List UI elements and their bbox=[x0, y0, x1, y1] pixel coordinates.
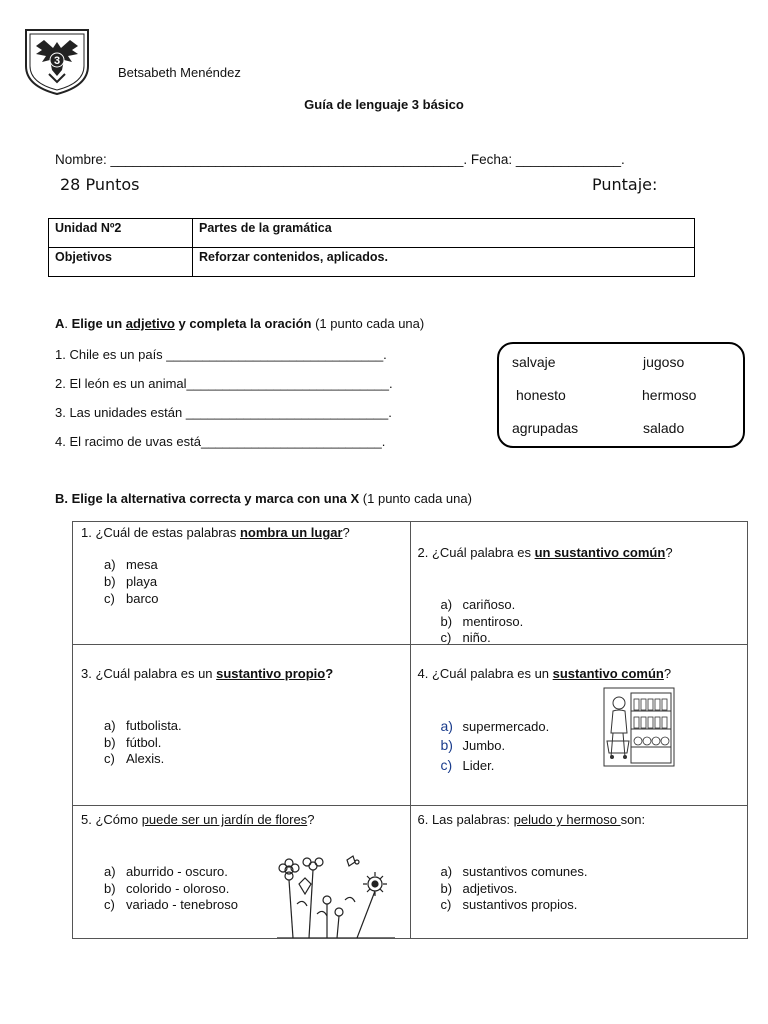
word-item: hermoso bbox=[642, 387, 697, 403]
objectives-label: Objetivos bbox=[49, 248, 193, 277]
question-4 bbox=[410, 645, 748, 806]
sentence-1[interactable]: 1. Chile es un país ______________________________. bbox=[55, 347, 387, 362]
question-6 bbox=[410, 806, 748, 939]
option-a[interactable]: a) sustantivos comunes. bbox=[440, 864, 588, 879]
question-text: 4. ¿Cuál palabra es un sustantivo común? bbox=[417, 666, 672, 681]
separator: . bbox=[64, 316, 72, 331]
question-2 bbox=[410, 522, 748, 645]
heading-rest: y completa la oración bbox=[174, 316, 312, 331]
heading-lead: Elige un bbox=[71, 316, 126, 331]
svg-text:3: 3 bbox=[53, 55, 61, 67]
question-text: 2. ¿Cuál palabra es un sustantivo común? bbox=[417, 545, 673, 560]
page-title: Guía de lenguaje 3 básico bbox=[304, 97, 464, 112]
heading-text: B. Elige la alternativa correcta y marca con una X bbox=[55, 491, 360, 506]
option-c[interactable]: c) variado - tenebroso bbox=[104, 897, 239, 912]
option-c[interactable]: c) sustantivos propios. bbox=[440, 897, 578, 912]
option-c[interactable]: c) Alexis. bbox=[104, 751, 165, 766]
question-5 bbox=[73, 806, 411, 939]
table-row bbox=[49, 219, 695, 248]
question-text: 3. ¿Cuál palabra es un sustantivo propio? bbox=[81, 666, 334, 681]
question-3 bbox=[73, 645, 411, 806]
option-b[interactable]: b) adjetivos. bbox=[440, 881, 518, 896]
word-item: salado bbox=[643, 420, 685, 436]
section-b-heading bbox=[55, 491, 472, 506]
word-item: honesto bbox=[516, 387, 566, 403]
option-b[interactable]: b) colorido - oloroso. bbox=[104, 881, 230, 896]
section-a-heading bbox=[55, 316, 424, 331]
unit-label: Unidad Nº2 bbox=[49, 219, 193, 248]
question-1 bbox=[73, 522, 411, 645]
author-name: Betsabeth Menéndez bbox=[118, 65, 241, 80]
heading-points: (1 punto cada una) bbox=[311, 316, 425, 331]
name-date-line: Nombre: _______________________________________________. Fecha: ______________. bbox=[55, 152, 625, 167]
questions-table bbox=[72, 521, 748, 939]
word-item: jugoso bbox=[643, 354, 685, 370]
option-b[interactable]: b) Jumbo. bbox=[440, 737, 506, 753]
flower-garden-illustration bbox=[277, 854, 395, 938]
sentence-2[interactable]: 2. El león es un animal____________________________. bbox=[55, 376, 393, 391]
table-row bbox=[73, 806, 748, 939]
unit-value: Partes de la gramática bbox=[193, 219, 695, 248]
supermarket-shelf-illustration bbox=[603, 687, 675, 767]
option-c[interactable]: c) barco bbox=[104, 591, 159, 606]
objectives-value: Reforzar contenidos, aplicados. bbox=[193, 248, 695, 277]
table-row bbox=[73, 522, 748, 645]
sentence-4[interactable]: 4. El racimo de uvas está_________________________. bbox=[55, 434, 386, 449]
word-item: salvaje bbox=[512, 354, 556, 370]
word-bank-box bbox=[497, 342, 745, 448]
option-a[interactable]: a) supermercado. bbox=[440, 718, 550, 734]
option-b[interactable]: b) mentiroso. bbox=[440, 614, 524, 629]
option-c[interactable]: c) niño. bbox=[440, 630, 491, 645]
school-crest-logo bbox=[22, 26, 92, 96]
question-text: 6. Las palabras: peludo y hermoso son: bbox=[417, 812, 646, 827]
question-text: 5. ¿Cómo puede ser un jardín de flores? bbox=[81, 812, 315, 827]
option-a[interactable]: a) cariñoso. bbox=[440, 597, 516, 612]
heading-points: (1 punto cada una) bbox=[359, 491, 472, 506]
section-letter: A bbox=[55, 316, 65, 331]
table-row bbox=[73, 645, 748, 806]
option-a[interactable]: a) futbolista. bbox=[104, 718, 182, 733]
sentence-3[interactable]: 3. Las unidades están ____________________________. bbox=[55, 405, 392, 420]
option-a[interactable]: a) mesa bbox=[104, 557, 158, 572]
heading-keyword: adjetivo bbox=[125, 316, 175, 331]
option-b[interactable]: b) playa bbox=[104, 574, 158, 589]
total-points: 28 Puntos bbox=[60, 175, 140, 194]
table-row bbox=[49, 248, 695, 277]
unit-info-table bbox=[48, 218, 695, 277]
word-item: agrupadas bbox=[512, 420, 579, 436]
question-text: 1. ¿Cuál de estas palabras nombra un lugar? bbox=[81, 525, 350, 540]
option-b[interactable]: b) fútbol. bbox=[104, 735, 162, 750]
score-label: Puntaje: bbox=[592, 175, 658, 194]
option-a[interactable]: a) aburrido - oscuro. bbox=[104, 864, 228, 879]
option-c[interactable]: c) Lider. bbox=[440, 757, 495, 773]
